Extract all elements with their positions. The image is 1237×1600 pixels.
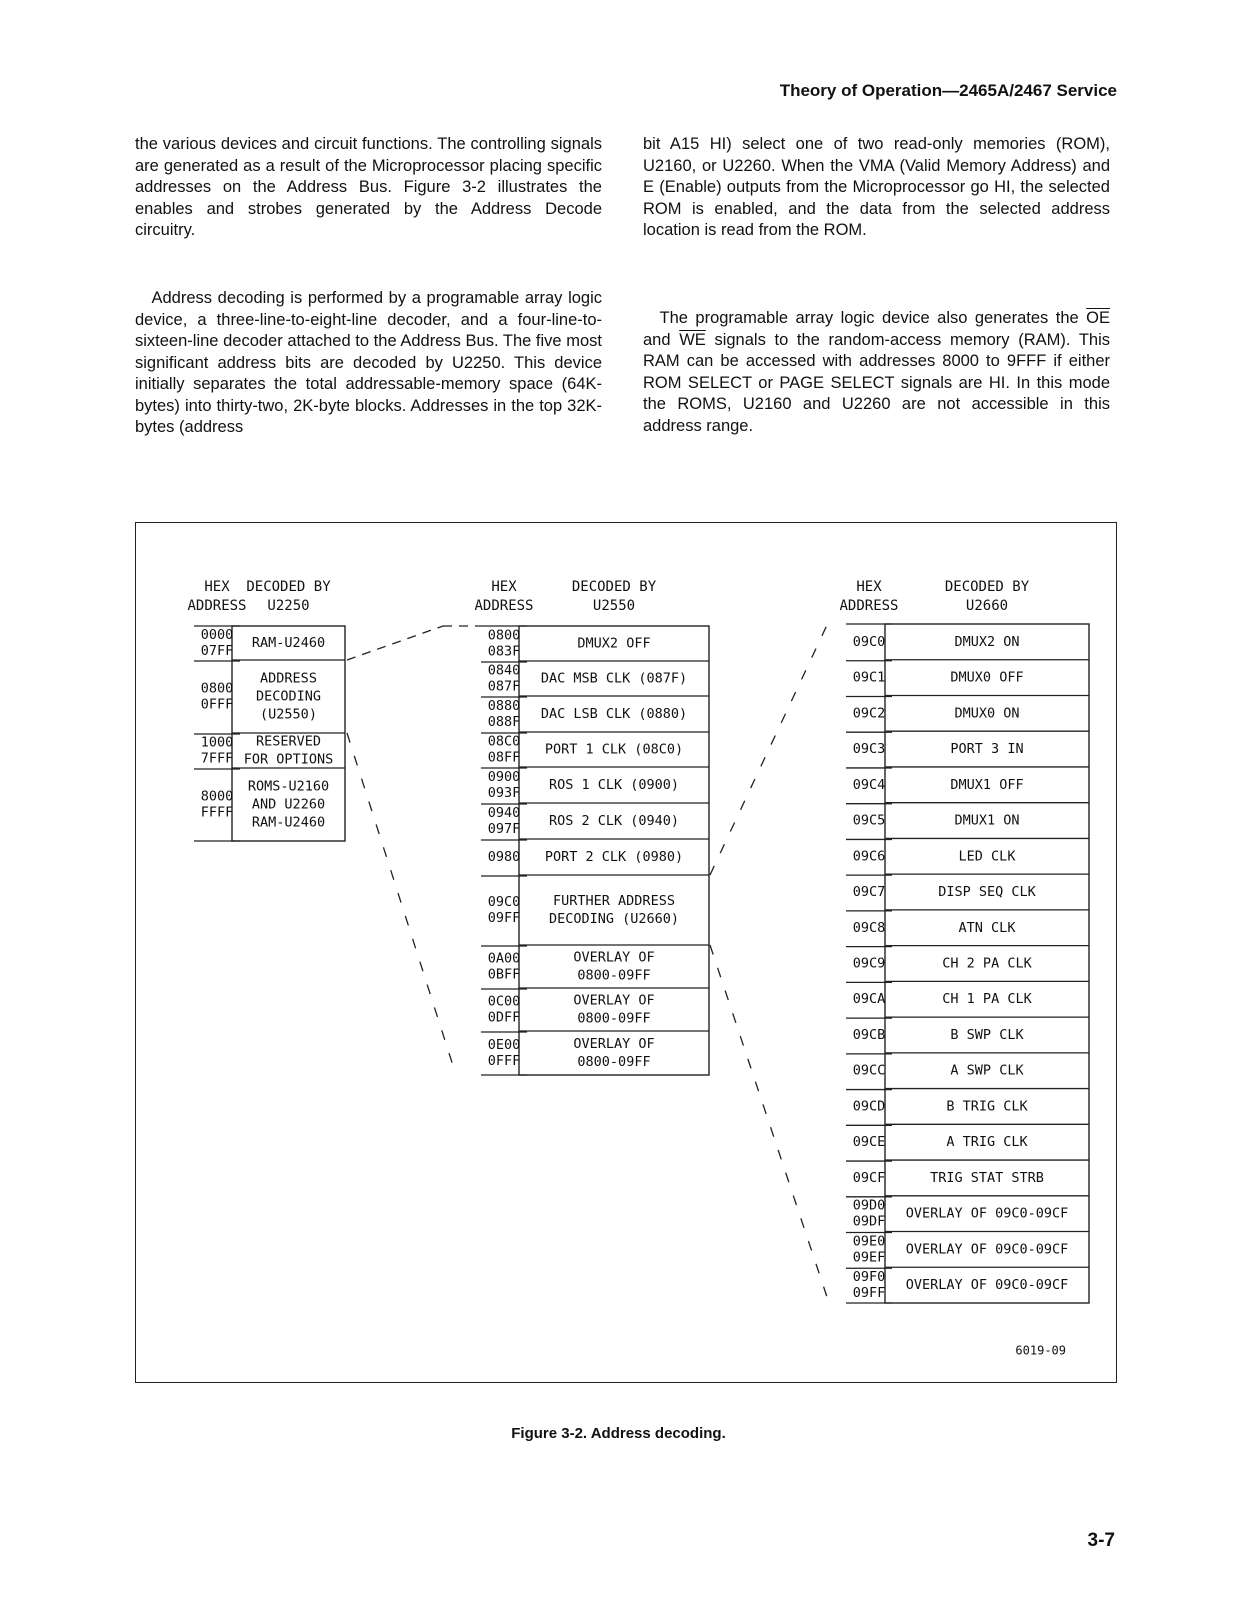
connector-line xyxy=(347,733,456,1075)
decode-label: (U2550) xyxy=(260,706,317,723)
hex-address-end: 097F xyxy=(487,821,521,837)
decode-label: DMUX1 ON xyxy=(954,812,1020,829)
hex-address-start: 1000 xyxy=(200,734,234,751)
hex-address-start: 0C00 xyxy=(487,993,521,1010)
hex-address-start: 0800 xyxy=(487,627,521,644)
decoded-by-header: DECODED BY xyxy=(571,579,657,595)
figure-caption: Figure 3-2. Address decoding. xyxy=(511,1425,726,1442)
decode-label: DMUX0 OFF xyxy=(950,669,1024,686)
hex-address-end: 0FFF xyxy=(200,696,234,713)
hex-address-end: 087F xyxy=(487,678,521,695)
hex-address-end: 07FF xyxy=(200,643,234,659)
hex-address: 09C5 xyxy=(852,812,886,829)
hex-address-end: 0DFF xyxy=(487,1009,521,1026)
decode-label: DMUX1 OFF xyxy=(950,776,1024,793)
decode-label: ADDRESS xyxy=(260,670,317,687)
hex-address-start: 8000 xyxy=(200,788,234,805)
hex-address-start: 09D0 xyxy=(852,1197,886,1214)
decode-label: DMUX2 ON xyxy=(954,633,1020,650)
decoded-by-header: DECODED BY xyxy=(246,579,331,595)
right-column-bottom xyxy=(643,308,1110,437)
paragraph-text: The programable array logic device also generates the xyxy=(643,309,1087,327)
decoded-by-header: DECODED BY xyxy=(944,579,1030,595)
hex-address: 09C3 xyxy=(852,741,886,758)
decode-label: A TRIG CLK xyxy=(946,1134,1028,1151)
hex-address-header: ADDRESS xyxy=(187,598,247,614)
connector-line xyxy=(347,626,443,660)
decode-label: 0800-09FF xyxy=(577,967,651,984)
decode-label: RESERVED xyxy=(255,733,322,750)
hex-address: 09CB xyxy=(852,1026,886,1043)
hex-address: 09C2 xyxy=(852,705,886,722)
decode-label: ROS 2 CLK (0940) xyxy=(548,813,680,829)
hex-address-header: HEX xyxy=(204,579,230,595)
decode-label: CH 1 PA CLK xyxy=(942,991,1032,1008)
hex-address-header: HEX xyxy=(856,579,882,595)
hex-address-end: 09DF xyxy=(852,1213,886,1230)
paragraph-left-1: the various devices and circuit functions. The controlling signals are generated as a result of the Microprocessor placing specific addresses on the Address Bus. Figure 3-2 illustrates the enables and strobes generated by the Address Decode circuitry. xyxy=(135,135,602,239)
hex-address-end: 083F xyxy=(487,643,521,660)
decode-label: OVERLAY OF 09C0-09CF xyxy=(905,1205,1069,1222)
hex-address: 09CE xyxy=(852,1134,886,1151)
decode-label: RAM-U2460 xyxy=(251,635,326,651)
hex-address-end: 09FF xyxy=(487,910,521,926)
decoded-by-header: U2250 xyxy=(267,598,310,614)
hex-address-header: ADDRESS xyxy=(839,598,899,614)
page-number: 3-7 xyxy=(1087,1530,1115,1551)
hex-address: 09CA xyxy=(852,991,886,1008)
decoded-by-header: U2550 xyxy=(592,598,636,614)
oe-signal: $\overline{OE}$ xyxy=(1086,309,1110,327)
hex-address-end: 093F xyxy=(487,785,521,801)
paragraph-right-2 xyxy=(643,308,1110,437)
hex-address-start: 0840 xyxy=(487,662,521,679)
decode-label: DMUX2 OFF xyxy=(577,635,651,652)
hex-address: 09C6 xyxy=(852,848,886,865)
hex-address: 09CD xyxy=(852,1098,886,1115)
hex-address-start: 09E0 xyxy=(852,1233,886,1250)
hex-address-start: 0880 xyxy=(487,698,521,714)
decode-label: B TRIG CLK xyxy=(946,1098,1028,1115)
hex-address-end: 09FF xyxy=(852,1285,886,1302)
left-column-bottom xyxy=(135,288,602,439)
decode-label: OVERLAY OF 09C0-09CF xyxy=(905,1277,1069,1294)
decode-label: FOR OPTIONS xyxy=(243,751,334,768)
decode-label: PORT 3 IN xyxy=(950,741,1024,758)
running-header: Theory of Operation—2465A/2467 Service xyxy=(779,81,1117,100)
left-column-top xyxy=(135,134,602,242)
right-column-top xyxy=(643,134,1110,242)
decode-label: DISP SEQ CLK xyxy=(938,884,1036,901)
hex-address: 09C1 xyxy=(852,669,886,686)
decode-label: DAC LSB CLK (0880) xyxy=(540,706,688,722)
hex-address-start: 0E00 xyxy=(487,1037,521,1053)
decode-label: A SWP CLK xyxy=(950,1062,1024,1079)
address-map-diagram xyxy=(136,523,1118,1384)
decode-label: DECODING (U2660) xyxy=(548,911,680,927)
paragraph-right-1: bit A15 HI) select one of two read-only memories (ROM), U2160, or U2260. When the VMA (Valid Memory Address) and E (Enable) outputs from the Microprocessor go HI, the selected ROM is enabled, and the data from the selected address location is read from the ROM. xyxy=(643,135,1110,239)
hex-address: 0980 xyxy=(487,849,521,865)
address-decoding-figure xyxy=(135,522,1117,1383)
hex-address-end: FFFF xyxy=(200,804,234,821)
decode-label: OVERLAY OF xyxy=(573,992,655,1009)
decode-label: OVERLAY OF xyxy=(573,1036,655,1052)
decode-label: PORT 2 CLK (0980) xyxy=(544,849,684,865)
decode-label: TRIG STAT STRB xyxy=(930,1169,1044,1186)
decode-label: ROMS-U2160 xyxy=(247,778,330,795)
decode-label: FURTHER ADDRESS xyxy=(553,893,675,909)
hex-address-end: 08FF xyxy=(487,749,521,766)
hex-address: 09C9 xyxy=(852,955,886,972)
hex-address: 09CC xyxy=(852,1062,886,1079)
hex-address-start: 0900 xyxy=(487,769,521,785)
paragraph-left-2: Address decoding is performed by a programable array logic device, a three-line-to-eight-line decoder, and a four-line-to-sixteen-line decoder attached to the Address Bus. The five most significant address bits are decoded by U2250. This device initially separates the total addressable-memory space (64K-bytes) into thirty-two, 2K-byte blocks. Addresses in the top 32K-bytes (address xyxy=(135,289,602,436)
connector-line xyxy=(710,625,827,875)
decode-label: CH 2 PA CLK xyxy=(942,955,1032,972)
decode-label: LED CLK xyxy=(958,848,1016,865)
decode-label: OVERLAY OF 09C0-09CF xyxy=(905,1241,1069,1258)
decode-label: AND U2260 xyxy=(251,796,326,813)
hex-address: 09CF xyxy=(852,1169,886,1186)
hex-address-end: 09EF xyxy=(852,1249,886,1266)
decode-label: B SWP CLK xyxy=(950,1026,1024,1043)
figure-id: 6019-09 xyxy=(1015,1343,1066,1358)
hex-address-start: 08C0 xyxy=(487,733,521,750)
decode-label: RAM-U2460 xyxy=(251,814,326,831)
decode-label: DMUX0 ON xyxy=(954,705,1020,722)
hex-address: 09C4 xyxy=(852,776,886,793)
hex-address-start: 0800 xyxy=(200,680,234,697)
hex-address: 09C0 xyxy=(852,633,886,650)
hex-address-start: 0000 xyxy=(200,627,234,643)
decode-label: DECODING xyxy=(255,688,322,705)
decode-label: 0800-09FF xyxy=(577,1054,651,1070)
hex-address-end: 0BFF xyxy=(487,966,521,983)
connector-line xyxy=(710,945,829,1303)
hex-address-end: 7FFF xyxy=(200,750,234,767)
hex-address: 09C7 xyxy=(852,884,886,901)
hex-address-end: 0FFF xyxy=(487,1053,521,1069)
decode-label: DAC MSB CLK (087F) xyxy=(540,670,688,687)
hex-address-start: 0940 xyxy=(487,805,521,821)
hex-address-start: 09F0 xyxy=(852,1269,886,1286)
decode-label: ROS 1 CLK (0900) xyxy=(548,777,680,793)
hex-address-header: HEX xyxy=(491,579,517,595)
decoded-by-header: U2660 xyxy=(965,598,1009,614)
decode-label: OVERLAY OF xyxy=(573,949,655,966)
hex-address-end: 088F xyxy=(487,714,521,730)
decode-label: PORT 1 CLK (08C0) xyxy=(544,741,684,758)
hex-address-start: 09C0 xyxy=(487,894,521,910)
hex-address: 09C8 xyxy=(852,919,886,936)
hex-address-header: ADDRESS xyxy=(474,598,534,614)
decode-label: 0800-09FF xyxy=(577,1010,651,1027)
decode-label: ATN CLK xyxy=(958,919,1016,936)
paragraph-text: signals to the random-access memory (RAM). This RAM can be accessed with addresses 8000 to 9FFF if either ROM SELECT or PAGE SELECT signals are HI. In this mode the ROMS, U2160 and U2260 are not accessible in this address range. xyxy=(643,330,1110,435)
hex-address-start: 0A00 xyxy=(487,950,521,967)
paragraph-text: and xyxy=(643,330,680,349)
we-signal: $\overline{WE}$ xyxy=(679,330,706,349)
